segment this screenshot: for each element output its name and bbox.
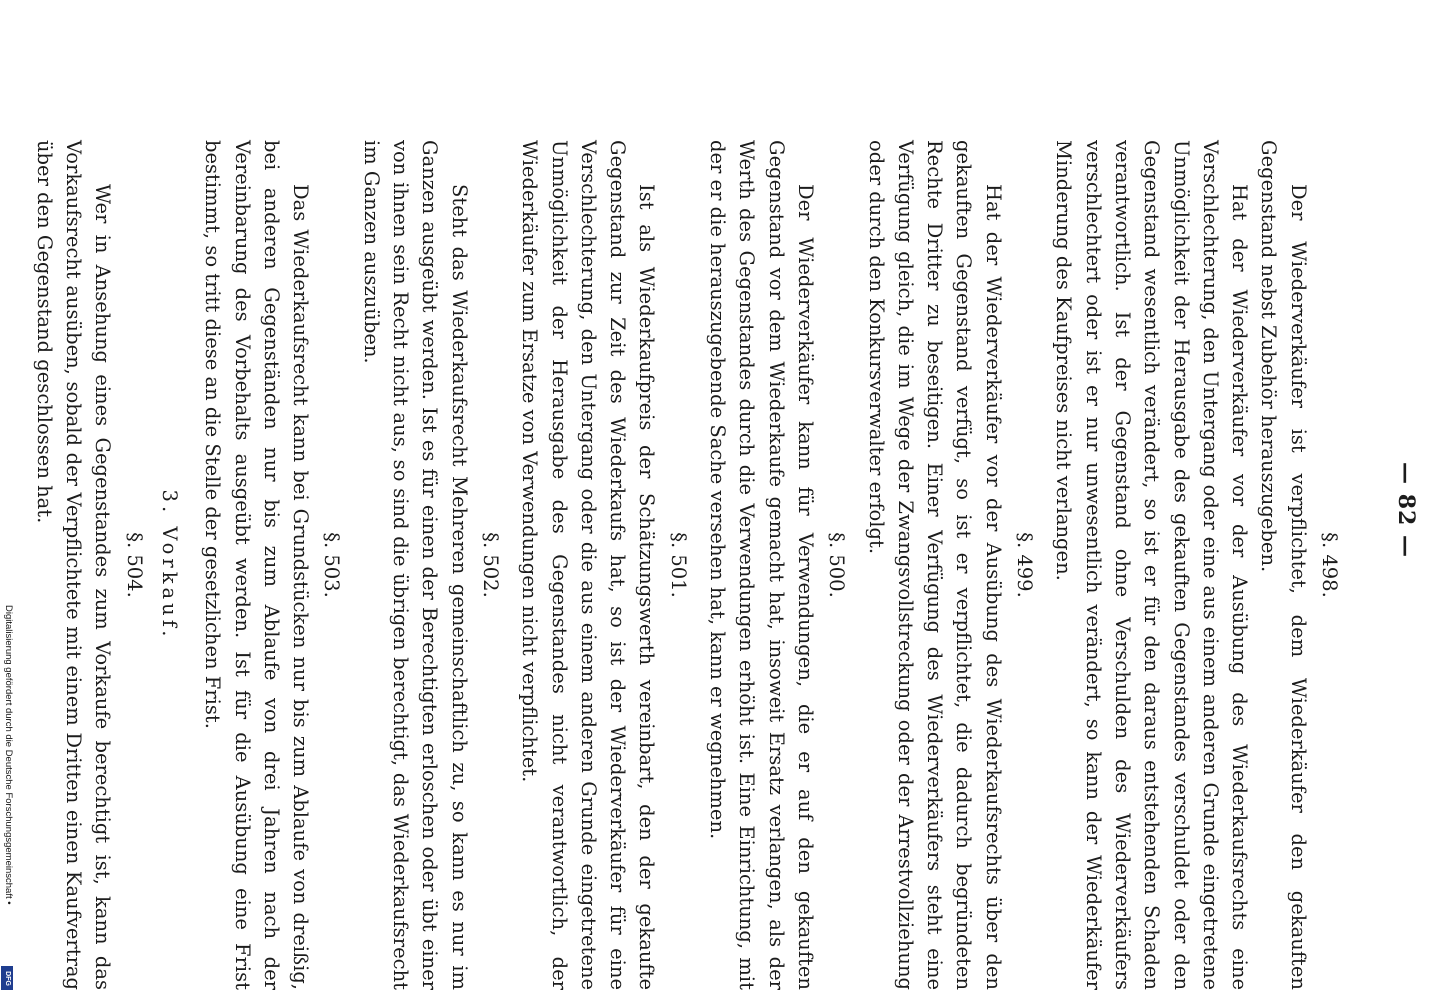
subsection-heading: 3. Vorkauf. — [158, 489, 182, 641]
section-heading: §. 498. — [1318, 532, 1341, 598]
dfg-logo-icon — [1, 966, 13, 990]
paragraph: Ist als Wiederkaufpreis der Schätzungswerth vereinbart, den der gekaufte Gegenstand zur Zeit des Wiederkaufs hat, so ist der Wiederverkäufer für eine Verschlechterung, den Untergang oder die aus einem anderen Grunde eingetretene Unmöglichkeit der Herausgabe des Gegenstandes nicht verantwortlich, der Wiederkäufer zum Ersatze von Verwendungen nicht verpflichtet. — [518, 140, 659, 990]
logo-label: DFG — [3, 970, 11, 986]
paragraph: Hat der Wiederverkäufer vor der Ausübung des Wiederkaufsrechts über den gekauften Gegenstand verfügt, so ist er verpflichtet, die dadurch begründeten Rechte Dritter zu beseitigen. Einer Verfügung des Wiederverkäufers steht eine Verfügung gleich, die im Wege der Zwangsvollstreckung oder der Arrestvollziehung oder durch den Konkursverwalter erfolgt. — [864, 140, 1005, 990]
paragraph: Der Wiederverkäufer ist verpflichtet, dem Wiederkäufer den gekauften Gegenstand nebst Zubehör herauszugeben. — [1257, 140, 1310, 990]
section-heading: §. 503. — [320, 532, 344, 598]
paragraph: Steht das Wiederkaufsrecht Mehreren gemeinschaftlich zu, so kann es nur im Ganzen ausgeübt werden. Ist es für einen der Berechtigten erloschen oder übt einer von ihnen sein Recht nicht aus, so sind die übrigen berechtigt, das Wiederkaufsrecht im Ganzen auszuüben. — [359, 140, 471, 990]
paragraph: Wer in Ansehung eines Gegenstandes zum Vorkaufe berechtigt ist, kann das Vorkaufsrecht ausüben, sobald der Verpflichtete mit einem Dritten einen Kaufvertrag über den Gegenstand geschlossen hat. — [32, 140, 115, 990]
section-heading: §. 504. — [122, 532, 146, 598]
page-number: — 82 — — [1393, 462, 1419, 558]
section-heading: §. 502. — [478, 532, 502, 598]
section-heading: §. 501. — [666, 532, 690, 598]
paragraph: Hat der Wiederverkäufer vor der Ausübung des Wiederkaufsrechts eine Verschlechterung, den Untergang oder eine aus einem anderen Grunde eingetretene Unmöglichkeit der Herausgabe des gekauften Gegenstandes verschuldet oder den Gegenstand wesentlich verändert, so ist er für den daraus entstehenden Schaden verantwortlich. Ist der Gegenstand ohne Verschulden des Wiederverkäufers verschlechtert oder ist er nur unwesentlich verändert, so kann der Wiederkäufer Minderung des Kaufpreises nicht verlangen. — [1052, 140, 1252, 990]
credit-text: Digitalisierung gefördert durch die Deutsche Forschungsgemeinschaft • — [3, 605, 14, 905]
section-heading: §. 499. — [1013, 532, 1037, 598]
section-heading: §. 500. — [825, 532, 849, 598]
text-body — [30, 140, 1350, 990]
digitization-credit — [2, 605, 14, 995]
paragraph: Der Wiederverkäufer kann für Verwendungen, die er auf den gekauften Gegenstand vor dem Wiederkaufe gemacht hat, insoweit Ersatz verlangen, als der Werth des Gegenstandes durch die Verwendungen erhöht ist. Eine Einrichtung, mit der er die herauszugebende Sache versehen hat, kann er wegnehmen. — [706, 140, 817, 990]
paragraph: Das Wiederkaufsrecht kann bei Grundstücken nur bis zum Ablaufe von dreißig, bei anderen Gegenständen nur bis zum Ablaufe von drei Jahren nach der Vereinbarung des Vorbehalts ausgeübt werden. Ist für die Ausübung eine Frist bestimmt, so tritt diese an die Stelle der gesetzlichen Frist. — [201, 140, 313, 990]
